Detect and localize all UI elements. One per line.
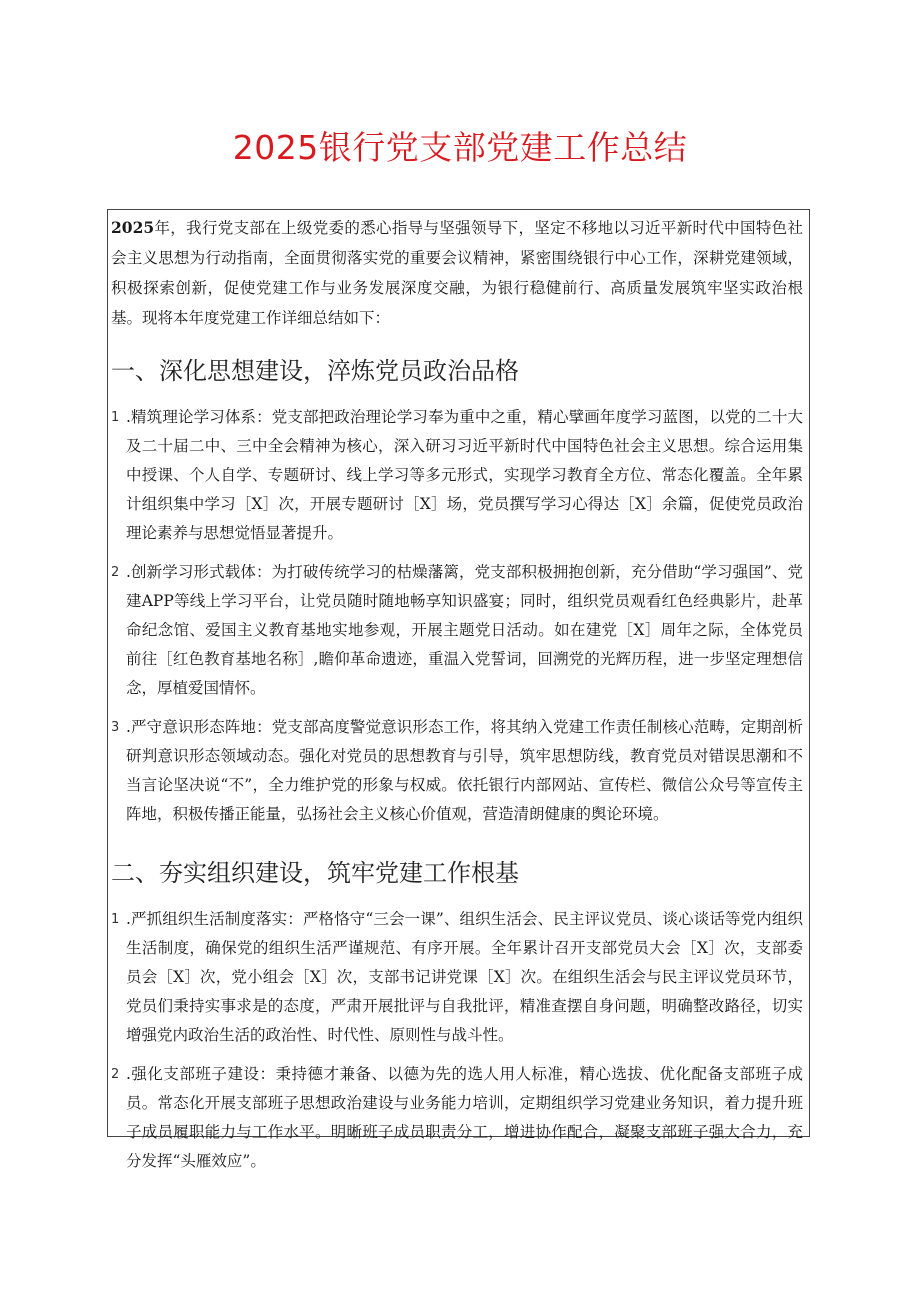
item-number: 1: [111, 410, 120, 425]
intro-text: 年，我行党支部在上级党委的悉心指导与坚强领导下，坚定不移地以习近平新时代中国特色社会主义思想为行动指南，全面贯彻落实党的重要会议精神，紧密围绕银行中心工作，深耕党建领域，积极探索创新，促使党建工作与业务发展深度交融，为银行稳健前行、高质量发展筑牢坚实政治根基。现将本年度党建工作详细总结如下：: [111, 219, 803, 327]
item-number: 3: [111, 720, 120, 735]
list-item: [111, 713, 803, 829]
content-body: [111, 213, 803, 1186]
item-text: .严抓组织生活制度落实：严格恪守“三会一课”、组织生活会、民主评议党员、谈心谈话等党内组织生活制度，确保党的组织生活严谨规范、有序开展。全年累计召开支部党员大会［X］次，支部委员会［X］次，党小组会［X］次，支部书记讲党课［X］次。在组织生活会与民主评议党员环节，党员们秉持实事求是的态度，严肃开展批评与自我批评，精准查摆自身问题，明确整改路径，切实增强党内政治生活的政治性、时代性、原则性与战斗性。: [126, 910, 803, 1044]
list-item: [111, 558, 803, 703]
list-item: [111, 403, 803, 548]
content-frame: [107, 209, 810, 1170]
list-item: [111, 1060, 803, 1176]
intro-year: 2025: [111, 218, 155, 237]
section-heading-1: 一、深化思想建设，淬炼党员政治品格: [111, 357, 519, 385]
item-text: .精筑理论学习体系：党支部把政治理论学习奉为重中之重，精心擘画年度学习蓝图，以党的二十大及二十届二中、三中全会精神为核心，深入研习习近平新时代中国特色社会主义思想。综合运用集中授课、个人自学、专题研讨、线上学习等多元形式，实现学习教育全方位、常态化覆盖。全年累计组织集中学习［X］次，开展专题研讨［X］场，党员撰写学习心得达［X］余篇，促使党员政治理论素养与思想觉悟显著提升。: [126, 408, 803, 542]
item-number: 2: [111, 565, 120, 580]
item-text: .严守意识形态阵地：党支部高度警觉意识形态工作，将其纳入党建工作责任制核心范畴，定期剖析研判意识形态领域动态。强化对党员的思想教育与引导，筑牢思想防线，教育党员对错误思潮和不当言论坚决说“不”，全力维护党的形象与权威。依托银行内部网站、宣传栏、微信公众号等宣传主阵地，积极传播正能量，弘扬社会主义核心价值观，营造清朗健康的舆论环境。: [126, 718, 803, 823]
item-number: 2: [111, 1067, 120, 1082]
item-text: .强化支部班子建设：秉持德才兼备、以德为先的选人用人标准，精心选拔、优化配备支部班子成员。常态化开展支部班子思想政治建设与业务能力培训，定期组织学习党建业务知识，着力提升班子成员履职能力与工作水平。明晰班子成员职责分工，增进协作配合，凝聚支部班子强大合力，充分发挥“头雁效应”。: [126, 1065, 803, 1170]
intro-paragraph: [111, 213, 803, 333]
section-heading-2: 二、夯实组织建设，筑牢党建工作根基: [111, 859, 519, 887]
document-title: 2025银行党支部党建工作总结: [232, 128, 688, 167]
item-text: .创新学习形式载体：为打破传统学习的枯燥藩篱，党支部积极拥抱创新，充分借助“学习强国”、党建APP等线上学习平台，让党员随时随地畅享知识盛宴；同时，组织党员观看红色经典影片，赴革命纪念馆、爱国主义教育基地实地参观，开展主题党日活动。如在建党［X］周年之际，全体党员前往［红色教育基地名称］,瞻仰革命遗迹，重温入党誓词，回溯党的光辉历程，进一步坚定理想信念，厚植爱国情怀。: [126, 563, 803, 697]
item-number: 1: [111, 912, 120, 927]
list-item: [111, 905, 803, 1050]
